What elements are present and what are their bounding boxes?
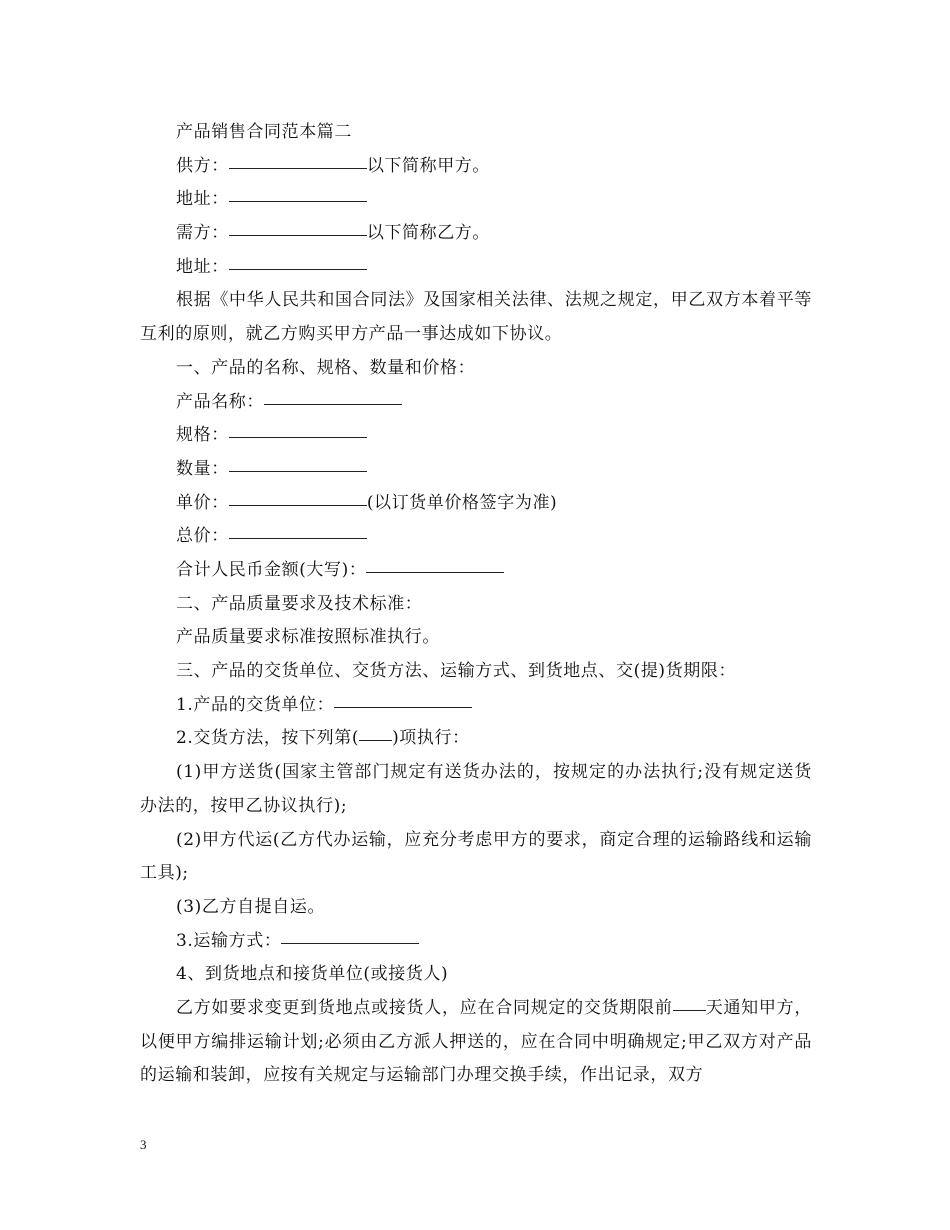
contract-title: 产品销售合同范本篇二 xyxy=(176,122,352,142)
spec-label: 规格： xyxy=(176,425,229,446)
total-price-label: 总价： xyxy=(176,526,229,547)
delivery-method-prefix: 2.交货方法，按下列第( xyxy=(176,728,360,749)
total-rmb-line xyxy=(140,554,812,588)
section2-heading: 二、产品质量要求及技术标准： xyxy=(176,593,423,614)
document-body xyxy=(140,116,812,1093)
option-3-line: (3)乙方自提自运。 xyxy=(176,896,326,917)
supplier-suffix: 以下简称甲方。 xyxy=(366,155,491,176)
buyer-label: 需方： xyxy=(176,223,229,244)
item4-heading: 4、到货地点和接货单位(或接货人) xyxy=(176,964,449,985)
supplier-blank xyxy=(229,148,367,169)
supplier-label: 供方： xyxy=(176,155,229,176)
buyer-address-line xyxy=(140,251,812,285)
unit-price-label: 单价： xyxy=(176,492,229,513)
buyer-line xyxy=(140,217,812,251)
buyer-address-label: 地址： xyxy=(176,256,229,277)
delivery-unit-line xyxy=(140,689,812,723)
supplier-address-line xyxy=(140,183,812,217)
item4-text-prefix: 乙方如要求变更到货地点或接货人，应在合同规定的交货期限前 xyxy=(176,997,673,1018)
page-number: 3 xyxy=(140,1137,147,1152)
total-price-line xyxy=(140,520,812,554)
unit-price-blank xyxy=(229,485,367,506)
supplier-address-blank xyxy=(229,181,367,202)
total-rmb-blank xyxy=(366,552,504,573)
buyer-address-blank xyxy=(229,249,367,270)
spec-blank xyxy=(229,417,367,438)
unit-price-line xyxy=(140,487,812,521)
product-name-label: 产品名称： xyxy=(176,391,264,412)
total-rmb-label: 合计人民币金额(大写)： xyxy=(176,559,367,580)
notice-days-blank xyxy=(673,990,706,1011)
quantity-label: 数量： xyxy=(176,458,229,479)
quantity-blank xyxy=(229,451,367,472)
product-name-blank xyxy=(264,384,402,405)
section2-text: 产品质量要求标准按照标准执行。 xyxy=(176,627,440,648)
transport-label: 3.运输方式： xyxy=(176,930,282,951)
item4-text-suffix: 天通知甲方，以便甲方编排运输计划;必须由乙方派人押送的，应在合同中明确规定;甲乙双方对产品的运输和装卸，应按有关规定与运输部门办理交换手续，作出记录，双方 xyxy=(140,997,812,1086)
delivery-method-suffix: )项执行： xyxy=(392,728,470,749)
transport-line xyxy=(140,925,812,959)
delivery-method-line xyxy=(140,722,812,756)
supplier-address-label: 地址： xyxy=(176,189,229,210)
delivery-method-blank xyxy=(359,720,392,741)
quantity-line xyxy=(140,453,812,487)
supplier-line xyxy=(140,150,812,184)
delivery-unit-blank xyxy=(334,687,472,708)
product-name-line xyxy=(140,386,812,420)
total-price-blank xyxy=(229,518,367,539)
item4-paragraph xyxy=(140,992,812,1093)
buyer-suffix: 以下简称乙方。 xyxy=(366,223,491,244)
section1-heading: 一、产品的名称、规格、数量和价格： xyxy=(176,357,476,378)
transport-blank xyxy=(281,923,419,944)
option-2-paragraph: (2)甲方代运(乙方代办运输，应充分考虑甲方的要求，商定合理的运输路线和运输工具); xyxy=(140,829,812,884)
spec-line xyxy=(140,419,812,453)
preamble-paragraph: 根据《中华人民共和国合同法》及国家相关法律、法规之规定，甲乙双方本着平等互利的原则，就乙方购买甲方产品一事达成如下协议。 xyxy=(140,290,812,345)
option-1-paragraph: (1)甲方送货(国家主管部门规定有送货办法的，按规定的办法执行;没有规定送货办法的，按甲乙协议执行); xyxy=(140,762,812,816)
unit-price-note: (以订货单价格签字为准) xyxy=(366,492,558,513)
delivery-unit-label: 1.产品的交货单位： xyxy=(176,694,335,715)
section3-heading: 三、产品的交货单位、交货方法、运输方式、到货地点、交(提)货期限： xyxy=(176,661,737,682)
buyer-blank xyxy=(229,215,367,236)
